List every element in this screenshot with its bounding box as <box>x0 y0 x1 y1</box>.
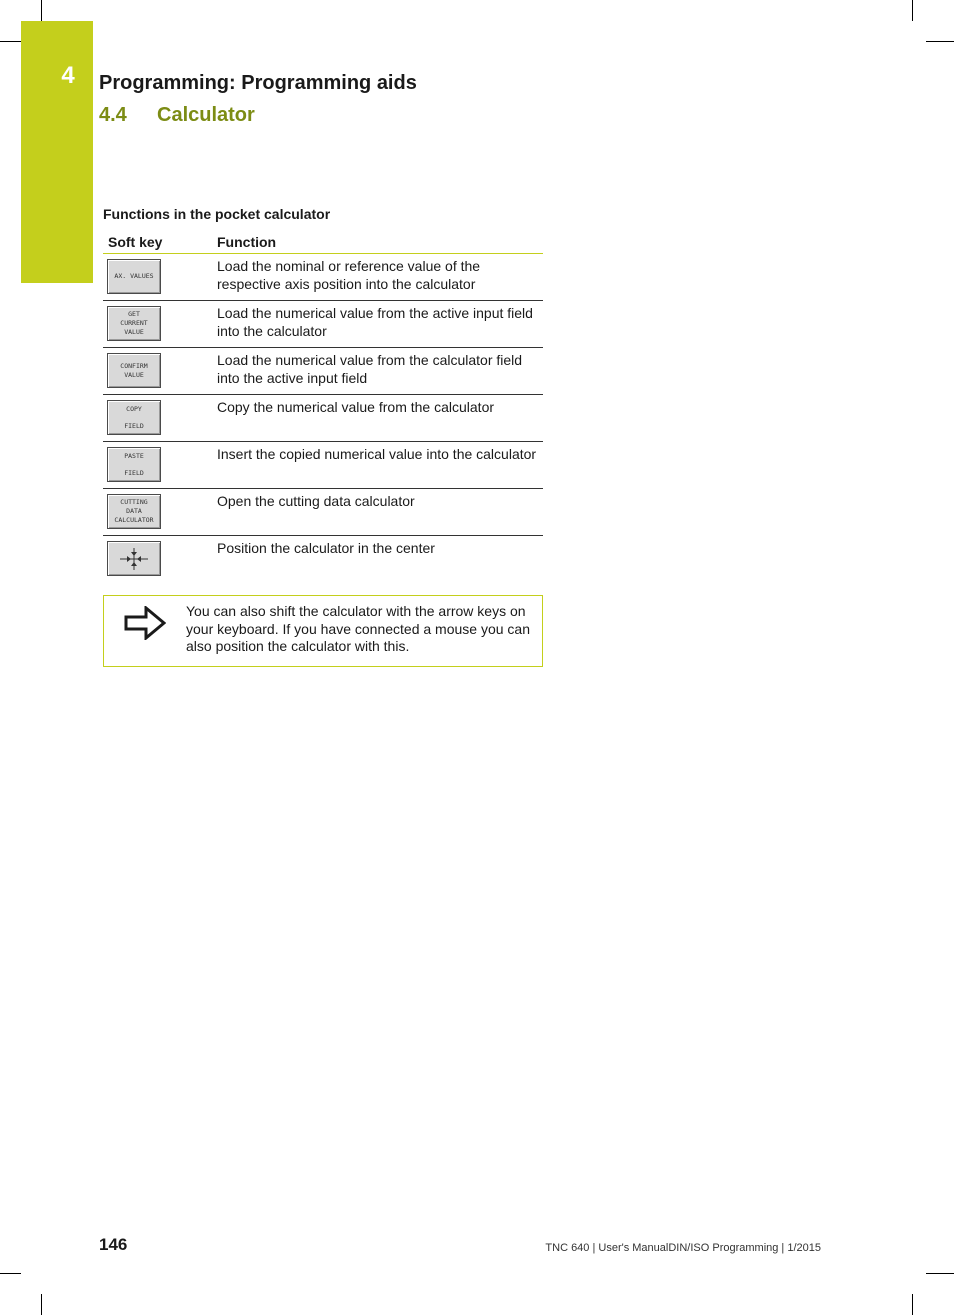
crop-mark <box>0 41 21 42</box>
softkey-table <box>103 230 543 583</box>
function-description: Position the calculator in the center <box>217 540 435 556</box>
function-description: Copy the numerical value from the calculator <box>217 399 495 415</box>
center-calculator-softkey[interactable] <box>107 541 161 576</box>
function-description: Open the cutting data calculator <box>217 493 415 509</box>
crop-mark <box>912 1294 913 1315</box>
table-row <box>103 395 543 442</box>
function-description: Load the numerical value from the active input field into the calculator <box>217 305 533 339</box>
function-description: Insert the copied numerical value into the calculator <box>217 446 537 462</box>
table-row <box>103 442 543 489</box>
cutting-data-calculator-softkey[interactable]: CUTTING DATA CALCULATOR <box>107 494 161 529</box>
crop-mark <box>0 1273 21 1274</box>
crop-mark <box>41 0 42 21</box>
center-crosshair-icon <box>116 546 152 572</box>
paste-field-softkey[interactable] <box>107 447 161 482</box>
table-header <box>103 230 543 254</box>
crop-mark <box>41 1294 42 1315</box>
note-text: You can also shift the calculator with the arrow keys on your keyboard. If you have connected a mouse you can also position the calculator with this. <box>186 603 530 654</box>
subheading: Functions in the pocket calculator <box>103 206 331 222</box>
crop-mark <box>926 1273 954 1274</box>
softkey-label-bottom: FIELD <box>124 421 144 430</box>
copy-field-softkey[interactable] <box>107 400 161 435</box>
crop-mark <box>926 41 954 42</box>
chapter-number: 4 <box>61 62 75 89</box>
table-row <box>103 348 543 395</box>
chapter-tab <box>21 21 93 283</box>
ax-values-softkey[interactable]: AX. VALUES <box>107 259 161 294</box>
get-current-value-softkey[interactable]: GET CURRENT VALUE <box>107 306 161 341</box>
footer-text: TNC 640 | User's ManualDIN/ISO Programming | 1/2015 <box>545 1242 821 1254</box>
softkey-label-bottom: FIELD <box>124 468 144 477</box>
arrow-right-icon <box>124 606 166 640</box>
note-box <box>103 595 543 667</box>
function-description: Load the nominal or reference value of the respective axis position into the calculator <box>217 258 481 292</box>
section-number: 4.4 <box>99 104 127 126</box>
table-row <box>103 536 543 583</box>
header-soft-key: Soft key <box>108 233 163 250</box>
confirm-value-softkey[interactable]: CONFIRM VALUE <box>107 353 161 388</box>
header-function: Function <box>217 233 277 250</box>
chapter-title: Programming: Programming aids <box>99 72 417 94</box>
function-description: Load the numerical value from the calculator field into the active input field <box>217 352 523 386</box>
crop-mark <box>912 0 913 21</box>
table-row <box>103 254 543 301</box>
softkey-label-top: PASTE <box>124 451 144 460</box>
section-title <box>99 104 255 127</box>
softkey-label-top: COPY <box>126 404 142 413</box>
table-row <box>103 489 543 536</box>
table-row <box>103 301 543 348</box>
section-name: Calculator <box>157 104 255 126</box>
page-number: 146 <box>99 1235 128 1254</box>
